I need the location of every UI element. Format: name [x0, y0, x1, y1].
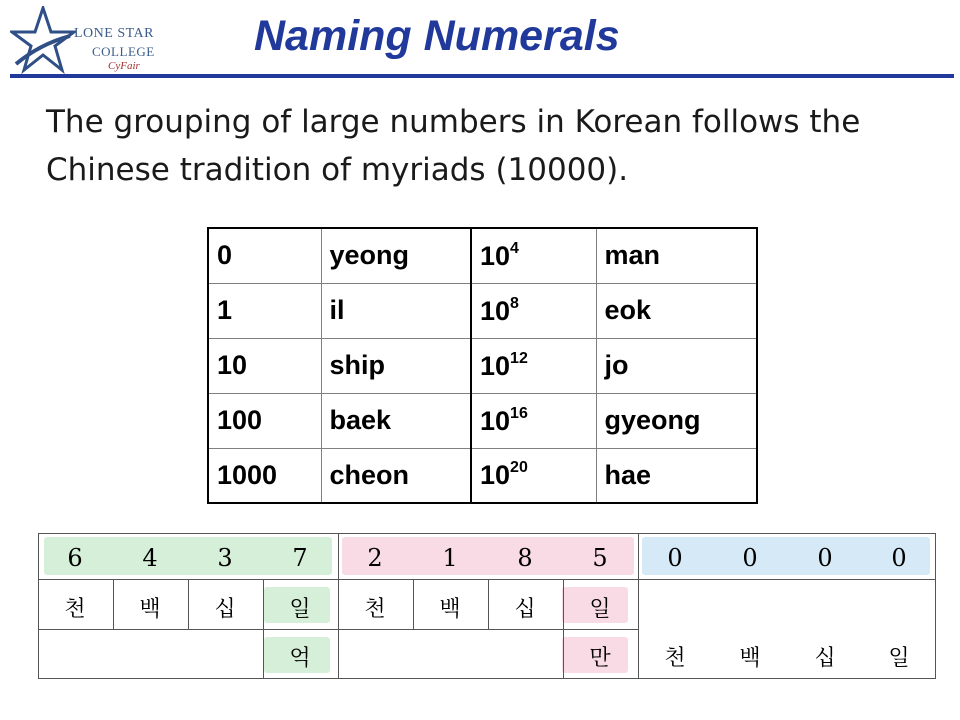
power-base: 10 [480, 405, 511, 436]
digit: 4 [142, 544, 158, 572]
numeral-table [207, 227, 758, 504]
number-cell: 1000 [208, 448, 321, 503]
power-cell [471, 283, 596, 338]
grid-line [38, 533, 936, 534]
place-label: 천 [64, 597, 86, 622]
large-unit-name-cell: eok [596, 283, 757, 338]
table-row [208, 283, 757, 338]
korean-grouping-diagram [38, 533, 936, 679]
number-cell: 0 [208, 228, 321, 283]
large-unit-name-cell: jo [596, 338, 757, 393]
digit: 0 [742, 544, 758, 572]
large-unit-name-cell: gyeong [596, 393, 757, 448]
group-label-man: 만 [589, 646, 611, 671]
number-cell: 1 [208, 283, 321, 338]
place-label: 천 [664, 646, 686, 671]
digit: 0 [817, 544, 833, 572]
place-label: 백 [139, 597, 161, 622]
power-cell [471, 393, 596, 448]
star-logo-icon [10, 6, 76, 76]
power-cell [471, 228, 596, 283]
group-label-eok: 억 [289, 646, 311, 671]
digit: 3 [217, 544, 233, 572]
korean-name-cell: cheon [321, 448, 471, 503]
power-exponent: 8 [510, 294, 519, 312]
place-label: 일 [589, 597, 611, 622]
number-cell: 10 [208, 338, 321, 393]
place-label: 일 [289, 597, 311, 622]
place-label: 백 [739, 646, 761, 671]
power-base: 10 [480, 295, 511, 326]
power-cell [471, 448, 596, 503]
digit: 2 [367, 544, 383, 572]
place-label: 일 [888, 646, 910, 671]
page-title: Naming Numerals [254, 12, 620, 60]
digit: 5 [592, 544, 608, 572]
large-unit-name-cell: hae [596, 448, 757, 503]
digit: 1 [442, 544, 458, 572]
logo-text-line3: CyFair [108, 60, 140, 72]
digit: 0 [891, 544, 907, 572]
logo-text-line2: COLLEGE [92, 44, 155, 59]
table-row [208, 338, 757, 393]
place-label: 십 [214, 597, 236, 622]
place-label: 십 [814, 646, 836, 671]
korean-name-cell: yeong [321, 228, 471, 283]
place-label: 천 [364, 597, 386, 622]
table-row [208, 228, 757, 283]
grid-line [38, 579, 936, 580]
power-cell [471, 338, 596, 393]
power-base: 10 [480, 460, 511, 491]
table-row [208, 448, 757, 503]
korean-name-cell: il [321, 283, 471, 338]
korean-name-cell: ship [321, 338, 471, 393]
korean-name-cell: baek [321, 393, 471, 448]
power-base: 10 [480, 350, 511, 381]
digit: 8 [517, 544, 533, 572]
digit: 0 [667, 544, 683, 572]
college-logo [10, 6, 200, 82]
power-exponent: 4 [510, 239, 519, 257]
place-label: 백 [439, 597, 461, 622]
power-exponent: 12 [510, 349, 528, 367]
power-exponent: 20 [510, 459, 528, 477]
large-unit-name-cell: man [596, 228, 757, 283]
title-underline [10, 74, 954, 78]
power-base: 10 [480, 240, 511, 271]
place-label: 십 [514, 597, 536, 622]
logo-text-line1: LONE STAR [74, 26, 154, 41]
table-row [208, 393, 757, 448]
power-exponent: 16 [510, 404, 528, 422]
intro-paragraph: The grouping of large numbers in Korean follows the Chinese tradition of myriads (10000). [46, 104, 861, 188]
digit: 7 [292, 544, 308, 572]
grid-line [38, 678, 936, 679]
digit: 6 [67, 544, 83, 572]
number-cell: 100 [208, 393, 321, 448]
